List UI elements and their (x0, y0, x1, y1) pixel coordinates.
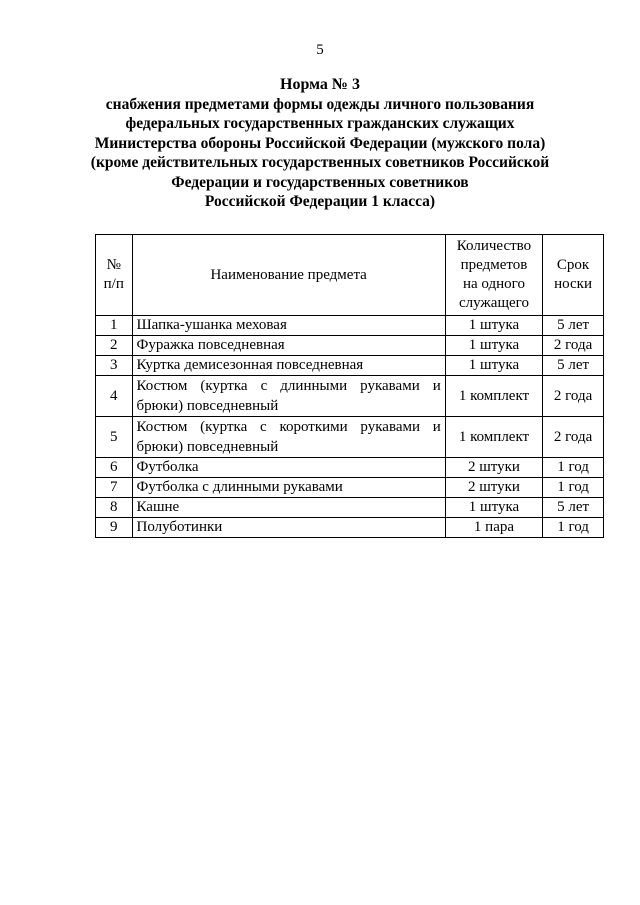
table-header-row (96, 235, 604, 316)
row-item-name: Футболка (132, 458, 445, 478)
row-item-name: Куртка демисезонная повседневная (132, 356, 445, 376)
row-wear-term: 1 год (543, 458, 604, 478)
row-wear-term: 2 года (543, 376, 604, 417)
row-wear-term: 5 лет (543, 498, 604, 518)
row-quantity: 1 штука (445, 356, 542, 376)
row-item-name: Фуражка повседневная (132, 336, 445, 356)
table-row (96, 376, 604, 417)
row-quantity: 1 штука (445, 336, 542, 356)
row-item-name: Шапка-ушанка меховая (132, 316, 445, 336)
row-wear-term: 1 год (543, 518, 604, 538)
table-row (96, 417, 604, 458)
row-wear-term: 2 года (543, 417, 604, 458)
table-row (96, 316, 604, 336)
table-row (96, 356, 604, 376)
heading-line: федеральных государственных гражданских служащих (125, 115, 515, 132)
row-number: 2 (96, 336, 133, 356)
row-quantity: 1 пара (445, 518, 542, 538)
norm-table (95, 234, 604, 538)
row-quantity: 1 штука (445, 316, 542, 336)
row-number: 6 (96, 458, 133, 478)
table-row (96, 518, 604, 538)
table-row (96, 458, 604, 478)
row-number: 3 (96, 356, 133, 376)
row-number: 7 (96, 478, 133, 498)
row-quantity: 1 комплект (445, 417, 542, 458)
table-row (96, 336, 604, 356)
header-wear-term: Срок носки (543, 235, 604, 316)
table-row (96, 478, 604, 498)
row-item-name: Костюм (куртка с короткими рукавами и брюки) повседневный (132, 417, 445, 458)
row-wear-term: 1 год (543, 478, 604, 498)
heading-line: снабжения предметами формы одежды личного пользования (105, 95, 535, 113)
row-wear-term: 5 лет (543, 316, 604, 336)
row-number: 5 (96, 417, 133, 458)
norm-title: Норма № 3 (280, 76, 360, 93)
heading-line: Министерства обороны Российской Федерации (мужского пола) (94, 134, 546, 152)
heading-line: Федерации и государственных советников (171, 173, 469, 191)
row-quantity: 2 штуки (445, 478, 542, 498)
row-quantity: 1 штука (445, 498, 542, 518)
row-number: 9 (96, 518, 133, 538)
header-number: № п/п (96, 235, 133, 316)
row-wear-term: 2 года (543, 336, 604, 356)
table-row (96, 498, 604, 518)
page-number: 5 (316, 42, 324, 58)
header-item-name: Наименование предмета (132, 235, 445, 316)
row-item-name: Футболка с длинными рукавами (132, 478, 445, 498)
row-item-name: Кашне (132, 498, 445, 518)
heading-line: Российской Федерации 1 класса) (204, 193, 436, 210)
header-quantity: Количество предметов на одного служащего (445, 235, 542, 316)
row-number: 8 (96, 498, 133, 518)
row-quantity: 1 комплект (445, 376, 542, 417)
row-item-name: Полуботинки (132, 518, 445, 538)
row-wear-term: 5 лет (543, 356, 604, 376)
row-number: 4 (96, 376, 133, 417)
row-quantity: 2 штуки (445, 458, 542, 478)
row-number: 1 (96, 316, 133, 336)
document-heading (60, 75, 580, 212)
row-item-name: Костюм (куртка с длинными рукавами и брюки) повседневный (132, 376, 445, 417)
heading-line: (кроме действительных государственных советников Российской (90, 154, 550, 171)
